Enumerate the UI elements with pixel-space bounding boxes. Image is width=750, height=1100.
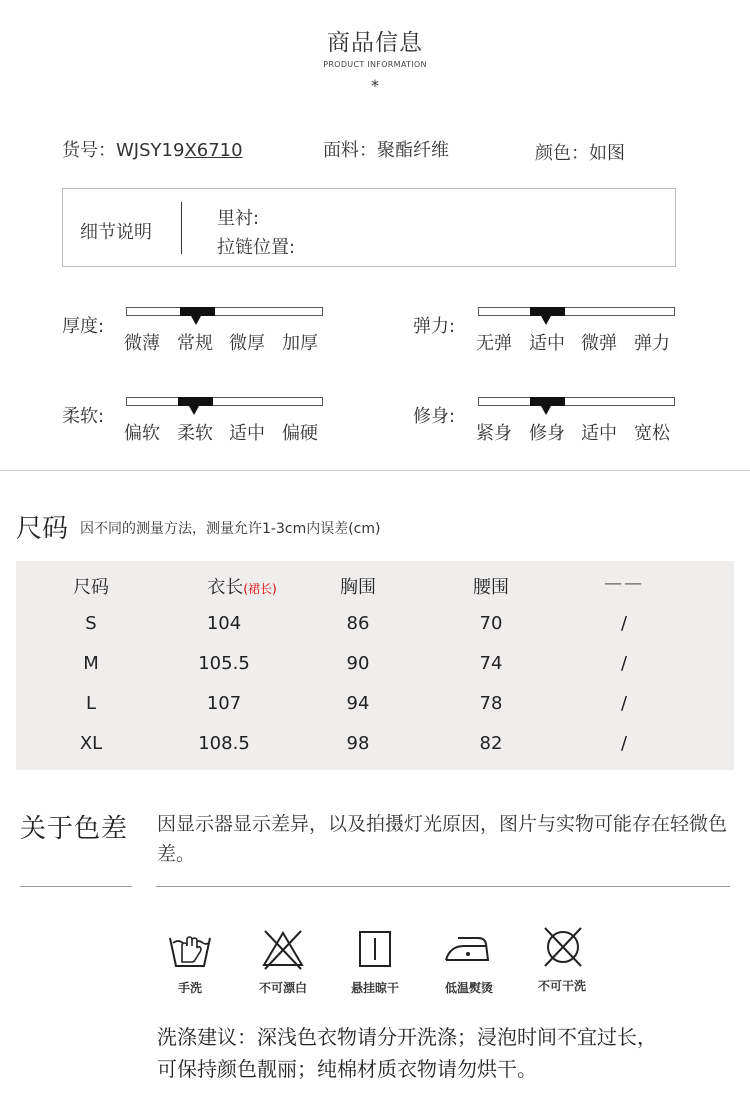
table-cell: / [620,613,628,634]
length-header-label: 衣长 [207,577,244,598]
size-section-note: 因不同的测量方法，测量允许1-3cm内误差(cm) [80,521,381,537]
zipper-label: 拉链位置: [217,237,296,258]
color-diff-text: 因显示器显示差异，以及拍摄灯光原因，图片与实物可能存在轻微色差。 [157,813,728,865]
attr-elasticity-scale [478,307,675,316]
table-cell: 90 [346,653,370,674]
table-cell: 107 [206,693,242,714]
attr-fit-marker [530,397,565,406]
detail-box [62,188,676,267]
attr-softness-option: 偏硬 [282,423,318,444]
attr-thickness-option: 微厚 [229,333,265,354]
attr-elasticity-label: 弹力: [413,316,456,337]
attr-thickness-scale [126,307,323,316]
attr-elasticity-pointer [541,316,551,325]
star-ornament: * [371,76,379,95]
table-cell: XL [79,733,103,754]
attr-elasticity-option: 适中 [529,333,565,354]
lining-label: 里衬: [217,208,260,229]
table-cell: 78 [479,693,503,714]
attr-softness-marker [178,397,213,406]
care-label: 不可干洗 [537,979,586,993]
attr-thickness-marker [180,307,215,316]
table-cell: S [85,613,97,634]
no-dry-clean-icon [538,924,588,970]
attr-elasticity-marker [530,307,565,316]
attr-fit-option: 修身 [529,423,565,444]
low-temp-iron-icon [442,926,492,972]
attr-softness-option: 适中 [229,423,265,444]
attr-fit-pointer [541,406,551,415]
detail-divider [181,202,182,254]
wash-advice-line: 洗涤建议：深浅色衣物请分开洗涤；浸泡时间不宜过长， [157,1025,657,1049]
table-cell: 94 [346,693,370,714]
size-table-header: 尺码 [73,577,109,598]
attr-thickness-option: 加厚 [282,333,318,354]
care-label: 不可漂白 [258,981,307,995]
table-cell: 86 [346,613,370,634]
hang-dry-icon [350,926,400,972]
table-cell: / [620,653,628,674]
attr-thickness-pointer [191,316,201,325]
care-label: 手洗 [177,981,202,995]
attr-elasticity-option: 弹力 [634,333,670,354]
wash-advice-line: 可保持颜色靓丽；纯棉材质衣物请勿烘干。 [157,1057,537,1081]
attr-thickness-option: 常规 [177,333,213,354]
page-title: 商品信息 [327,30,423,56]
table-cell: 104 [206,613,242,634]
care-label: 悬挂晾干 [350,981,399,995]
size-table-header: —— [604,573,644,594]
color-info: 颜色：如图 [535,143,625,164]
table-cell: 98 [346,733,370,754]
care-label: 低温熨烫 [444,981,493,995]
item-number [62,136,243,162]
attr-fit-option: 紧身 [476,423,512,444]
table-cell: 108.5 [198,733,250,754]
color-diff-rule-left [20,886,132,887]
size-table-header: 腰围 [473,577,509,598]
attr-softness-option: 柔软 [177,423,213,444]
table-cell: / [620,693,628,714]
attr-thickness-option: 微薄 [124,333,160,354]
attr-softness-scale [126,397,323,406]
hand-wash-icon [165,926,215,972]
table-cell: 82 [479,733,503,754]
table-cell: 70 [479,613,503,634]
table-cell: / [620,733,628,754]
size-table-header [182,573,302,599]
attr-fit-option: 适中 [581,423,617,444]
attr-softness-label: 柔软: [62,406,105,427]
fabric-info: 面料：聚酯纤维 [323,140,449,161]
detail-label: 细节说明 [80,222,152,243]
attr-elasticity-option: 无弹 [476,333,512,354]
table-cell: M [83,653,99,674]
size-table-header: 胸围 [340,577,376,598]
attr-softness-option: 偏软 [124,423,160,444]
item-number-value: WJSY19 [116,140,185,161]
attr-fit-option: 宽松 [634,423,670,444]
page-subtitle: PRODUCT INFORMATION [323,60,427,69]
size-section-title: 尺码 [16,514,69,544]
attr-fit-scale [478,397,675,406]
color-diff-title: 关于色差 [20,814,129,844]
attr-softness-pointer [189,406,199,415]
table-cell: L [85,693,97,714]
table-cell: 74 [479,653,503,674]
attr-fit-label: 修身: [413,406,456,427]
attr-elasticity-option: 微弹 [581,333,617,354]
item-number-label: 货号： [62,140,116,161]
attr-thickness-label: 厚度: [62,316,105,337]
color-diff-rule-right [156,886,730,887]
section-divider [0,470,750,471]
no-bleach-icon [258,926,308,972]
item-number-underlined: X6710 [184,140,243,161]
table-cell: 105.5 [198,653,250,674]
length-header-note: (裙长) [243,582,277,596]
